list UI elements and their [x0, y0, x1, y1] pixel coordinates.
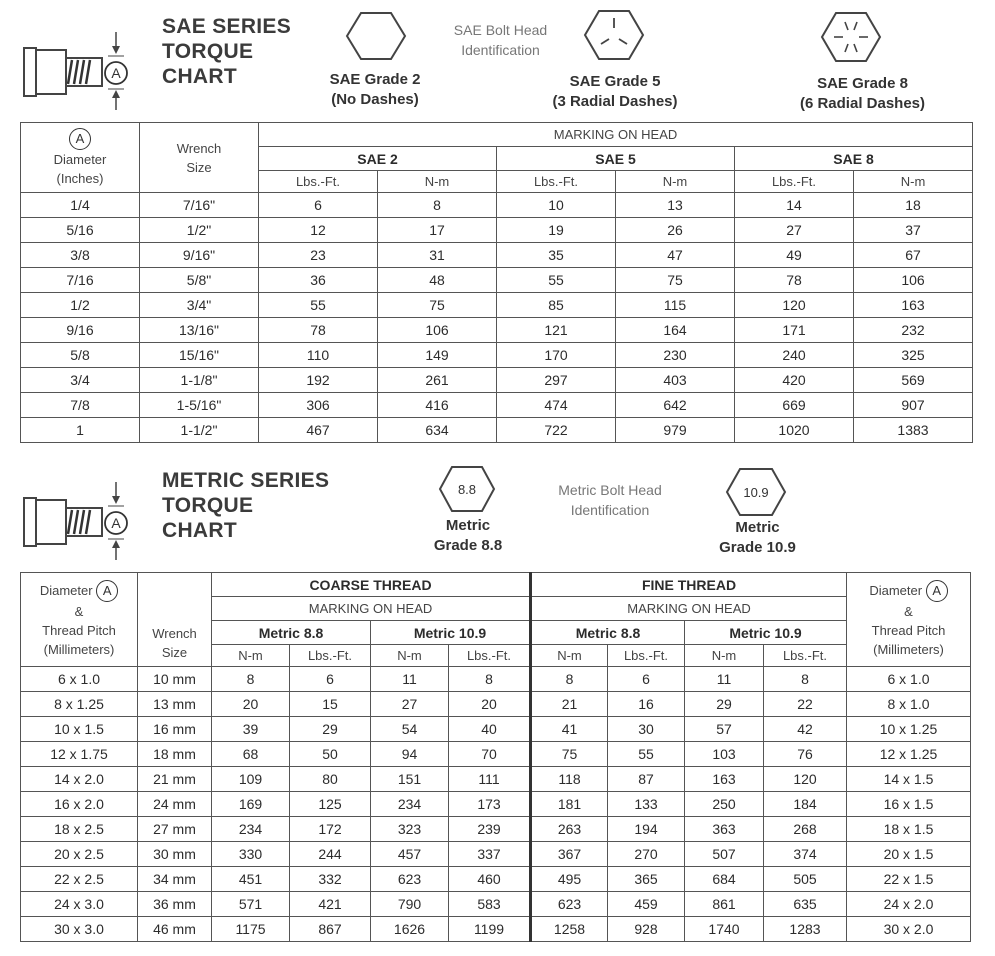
table-cell: 30 x 2.0 — [847, 917, 971, 942]
table-cell: 16 — [608, 692, 685, 717]
table-cell: 87 — [608, 767, 685, 792]
table-cell: 1626 — [371, 917, 449, 942]
table-cell: 8 — [764, 667, 847, 692]
coarse-thread-header: COARSE THREAD — [212, 573, 531, 597]
unit-header: Lbs.-Ft. — [497, 171, 616, 193]
table-cell: 6 — [290, 667, 371, 692]
table-cell: 14 — [735, 193, 854, 218]
table-row — [21, 817, 971, 842]
table-cell: 40 — [449, 717, 531, 742]
table-cell: 3/4 — [21, 368, 140, 393]
table-cell: 85 — [497, 293, 616, 318]
table-cell: 110 — [259, 343, 378, 368]
table-cell: 7/16" — [140, 193, 259, 218]
table-cell: 268 — [764, 817, 847, 842]
table-cell: 46 mm — [138, 917, 212, 942]
table-cell: 1-1/2" — [140, 418, 259, 443]
table-cell: 192 — [259, 368, 378, 393]
unit-header: N-m — [616, 171, 735, 193]
table-cell: 14 x 2.0 — [21, 767, 138, 792]
table-cell: 416 — [378, 393, 497, 418]
table-cell: 244 — [290, 842, 371, 867]
sae-grade-8-label: SAE Grade 8 (6 Radial Dashes) — [799, 75, 926, 112]
table-cell: 23 — [259, 243, 378, 268]
table-cell: 149 — [378, 343, 497, 368]
table-cell: 1-1/8" — [140, 368, 259, 393]
table-row — [21, 792, 971, 817]
diameter-pitch-header: Diameter A & Thread Pitch (Millimeters) — [847, 573, 971, 667]
table-cell: 420 — [735, 368, 854, 393]
grade-badge: 8.8 — [457, 482, 477, 497]
table-cell: 1/4 — [21, 193, 140, 218]
table-cell: 36 mm — [138, 892, 212, 917]
table-cell: 571 — [212, 892, 290, 917]
sae-torque-table — [20, 122, 973, 443]
table-cell: 907 — [854, 393, 973, 418]
table-cell: 10 — [497, 193, 616, 218]
table-cell: 8 x 1.25 — [21, 692, 138, 717]
table-cell: 20 x 1.5 — [847, 842, 971, 867]
table-cell: 47 — [616, 243, 735, 268]
table-cell: 120 — [735, 293, 854, 318]
table-cell: 37 — [854, 218, 973, 243]
metric-ident-label: Metric Bolt Head Identification — [558, 482, 662, 518]
metric-8-8-header: Metric 8.8 — [212, 621, 371, 645]
table-cell: 75 — [531, 742, 608, 767]
table-cell: 635 — [764, 892, 847, 917]
table-cell: 75 — [616, 268, 735, 293]
sae-ident-label: SAE Bolt Head Identification — [453, 22, 548, 58]
unit-header: N-m — [531, 645, 608, 667]
table-cell: 18 x 1.5 — [847, 817, 971, 842]
table-cell: 35 — [497, 243, 616, 268]
table-row — [21, 218, 973, 243]
unit-header: Lbs.-Ft. — [608, 645, 685, 667]
table-cell: 306 — [259, 393, 378, 418]
table-cell: 323 — [371, 817, 449, 842]
table-cell: 263 — [531, 817, 608, 842]
table-cell: 330 — [212, 842, 290, 867]
table-cell: 10 mm — [138, 667, 212, 692]
table-cell: 103 — [685, 742, 764, 767]
table-row — [21, 393, 973, 418]
table-cell: 121 — [497, 318, 616, 343]
table-cell: 1 — [21, 418, 140, 443]
table-cell: 24 x 2.0 — [847, 892, 971, 917]
table-cell: 21 — [531, 692, 608, 717]
table-cell: 29 — [685, 692, 764, 717]
table-cell: 623 — [371, 867, 449, 892]
table-cell: 30 x 3.0 — [21, 917, 138, 942]
table-cell: 867 — [290, 917, 371, 942]
table-cell: 54 — [371, 717, 449, 742]
table-cell: 6 — [259, 193, 378, 218]
table-cell: 170 — [497, 343, 616, 368]
table-row — [21, 243, 973, 268]
table-cell: 722 — [497, 418, 616, 443]
table-cell: 181 — [531, 792, 608, 817]
table-cell: 27 mm — [138, 817, 212, 842]
table-row — [21, 892, 971, 917]
table-cell: 109 — [212, 767, 290, 792]
table-cell: 297 — [497, 368, 616, 393]
table-cell: 22 — [764, 692, 847, 717]
table-cell: 459 — [608, 892, 685, 917]
table-cell: 31 — [378, 243, 497, 268]
table-cell: 15 — [290, 692, 371, 717]
table-cell: 76 — [764, 742, 847, 767]
table-cell: 230 — [616, 343, 735, 368]
table-cell: 8 — [449, 667, 531, 692]
table-cell: 5/8" — [140, 268, 259, 293]
table-cell: 979 — [616, 418, 735, 443]
table-cell: 80 — [290, 767, 371, 792]
table-cell: 505 — [764, 867, 847, 892]
metric-chart-title: METRIC SERIES TORQUE CHART — [162, 469, 330, 542]
table-cell: 325 — [854, 343, 973, 368]
unit-header: Lbs.-Ft. — [449, 645, 531, 667]
table-cell: 363 — [685, 817, 764, 842]
table-cell: 42 — [764, 717, 847, 742]
metric-8-8-header: Metric 8.8 — [531, 621, 685, 645]
table-cell: 634 — [378, 418, 497, 443]
table-cell: 12 x 1.75 — [21, 742, 138, 767]
table-cell: 21 mm — [138, 767, 212, 792]
unit-header: Lbs.-Ft. — [259, 171, 378, 193]
table-cell: 12 x 1.25 — [847, 742, 971, 767]
table-row — [21, 343, 973, 368]
table-cell: 133 — [608, 792, 685, 817]
hex-10-9-icon — [725, 466, 787, 518]
metric-grade-10-9-label: Metric Grade 10.9 — [719, 519, 796, 556]
unit-header: Lbs.-Ft. — [735, 171, 854, 193]
table-cell: 24 mm — [138, 792, 212, 817]
table-cell: 29 — [290, 717, 371, 742]
table-cell: 8 — [378, 193, 497, 218]
sae-grade-2-label: SAE Grade 2 (No Dashes) — [329, 71, 421, 108]
table-cell: 41 — [531, 717, 608, 742]
table-cell: 57 — [685, 717, 764, 742]
table-cell: 172 — [290, 817, 371, 842]
table-cell: 12 — [259, 218, 378, 243]
bolt-diagram-icon — [20, 28, 135, 113]
marking-on-head-header: MARKING ON HEAD — [259, 123, 973, 147]
table-cell: 184 — [764, 792, 847, 817]
table-cell: 1175 — [212, 917, 290, 942]
table-cell: 507 — [685, 842, 764, 867]
table-cell: 115 — [616, 293, 735, 318]
unit-header: N-m — [371, 645, 449, 667]
table-cell: 5/16 — [21, 218, 140, 243]
table-cell: 367 — [531, 842, 608, 867]
table-row — [21, 418, 973, 443]
table-row — [21, 717, 971, 742]
table-cell: 49 — [735, 243, 854, 268]
table-cell: 1283 — [764, 917, 847, 942]
metric-torque-table — [20, 572, 971, 942]
table-cell: 270 — [608, 842, 685, 867]
table-row — [21, 268, 973, 293]
table-cell: 24 x 3.0 — [21, 892, 138, 917]
table-cell: 234 — [371, 792, 449, 817]
table-cell: 365 — [608, 867, 685, 892]
table-row — [21, 917, 971, 942]
diameter-pitch-header: Diameter A & Thread Pitch (Millimeters) — [21, 573, 138, 667]
table-cell: 332 — [290, 867, 371, 892]
table-cell: 18 mm — [138, 742, 212, 767]
table-cell: 623 — [531, 892, 608, 917]
table-cell: 13/16" — [140, 318, 259, 343]
metric-10-9-header: Metric 10.9 — [685, 621, 847, 645]
table-cell: 1/2 — [21, 293, 140, 318]
table-cell: 17 — [378, 218, 497, 243]
table-cell: 39 — [212, 717, 290, 742]
table-row — [21, 193, 973, 218]
table-cell: 27 — [371, 692, 449, 717]
table-cell: 10 x 1.5 — [21, 717, 138, 742]
table-cell: 30 mm — [138, 842, 212, 867]
hex-8-8-icon — [438, 464, 496, 514]
table-cell: 13 mm — [138, 692, 212, 717]
sae-grade-5-label: SAE Grade 5 (3 Radial Dashes) — [552, 73, 678, 110]
table-row — [21, 842, 971, 867]
table-cell: 20 — [212, 692, 290, 717]
table-cell: 163 — [854, 293, 973, 318]
table-cell: 78 — [259, 318, 378, 343]
table-cell: 22 x 2.5 — [21, 867, 138, 892]
table-cell: 163 — [685, 767, 764, 792]
table-cell: 13 — [616, 193, 735, 218]
table-cell: 642 — [616, 393, 735, 418]
marking-on-head-header: MARKING ON HEAD — [531, 597, 847, 621]
table-cell: 30 — [608, 717, 685, 742]
table-cell: 50 — [290, 742, 371, 767]
table-cell: 173 — [449, 792, 531, 817]
table-cell: 15/16" — [140, 343, 259, 368]
table-cell: 34 mm — [138, 867, 212, 892]
table-row — [21, 318, 973, 343]
table-row — [21, 742, 971, 767]
bolt-diagram-letter: A — [111, 65, 121, 81]
sae-chart-title: SAE SERIES TORQUE CHART — [162, 15, 292, 88]
table-cell: 55 — [259, 293, 378, 318]
table-cell: 928 — [608, 917, 685, 942]
table-cell: 14 x 1.5 — [847, 767, 971, 792]
table-cell: 48 — [378, 268, 497, 293]
table-row — [21, 293, 973, 318]
table-cell: 8 — [212, 667, 290, 692]
table-cell: 9/16" — [140, 243, 259, 268]
table-cell: 18 — [854, 193, 973, 218]
table-cell: 106 — [854, 268, 973, 293]
table-row — [21, 667, 971, 692]
sae-8-header: SAE 8 — [735, 147, 973, 171]
table-cell: 118 — [531, 767, 608, 792]
table-cell: 457 — [371, 842, 449, 867]
table-cell: 111 — [449, 767, 531, 792]
table-cell: 460 — [449, 867, 531, 892]
grade-badge: 10.9 — [743, 485, 769, 500]
unit-header: N-m — [685, 645, 764, 667]
table-cell: 26 — [616, 218, 735, 243]
table-cell: 250 — [685, 792, 764, 817]
table-cell: 8 — [531, 667, 608, 692]
table-cell: 583 — [449, 892, 531, 917]
table-cell: 234 — [212, 817, 290, 842]
sae-2-header: SAE 2 — [259, 147, 497, 171]
table-cell: 1-5/16" — [140, 393, 259, 418]
table-cell: 36 — [259, 268, 378, 293]
table-cell: 684 — [685, 867, 764, 892]
table-cell: 194 — [608, 817, 685, 842]
table-cell: 5/8 — [21, 343, 140, 368]
metric-10-9-header: Metric 10.9 — [371, 621, 531, 645]
table-cell: 467 — [259, 418, 378, 443]
table-cell: 403 — [616, 368, 735, 393]
table-cell: 569 — [854, 368, 973, 393]
table-cell: 125 — [290, 792, 371, 817]
table-cell: 106 — [378, 318, 497, 343]
table-cell: 78 — [735, 268, 854, 293]
bolt-diagram-letter: A — [111, 515, 121, 531]
table-cell: 169 — [212, 792, 290, 817]
table-cell: 7/16 — [21, 268, 140, 293]
table-cell: 495 — [531, 867, 608, 892]
table-cell: 3/4" — [140, 293, 259, 318]
table-cell: 16 x 1.5 — [847, 792, 971, 817]
table-row — [21, 867, 971, 892]
table-cell: 261 — [378, 368, 497, 393]
table-cell: 6 — [608, 667, 685, 692]
table-cell: 374 — [764, 842, 847, 867]
table-cell: 18 x 2.5 — [21, 817, 138, 842]
table-cell: 9/16 — [21, 318, 140, 343]
table-cell: 19 — [497, 218, 616, 243]
unit-header: N-m — [854, 171, 973, 193]
table-cell: 7/8 — [21, 393, 140, 418]
table-cell: 27 — [735, 218, 854, 243]
sae-5-header: SAE 5 — [497, 147, 735, 171]
table-cell: 474 — [497, 393, 616, 418]
wrench-size-header: Wrench Size — [138, 573, 212, 667]
table-cell: 75 — [378, 293, 497, 318]
table-cell: 67 — [854, 243, 973, 268]
table-cell: 20 x 2.5 — [21, 842, 138, 867]
table-cell: 68 — [212, 742, 290, 767]
table-cell: 3/8 — [21, 243, 140, 268]
table-cell: 337 — [449, 842, 531, 867]
table-cell: 6 x 1.0 — [847, 667, 971, 692]
marking-on-head-header: MARKING ON HEAD — [212, 597, 531, 621]
table-cell: 790 — [371, 892, 449, 917]
table-cell: 240 — [735, 343, 854, 368]
hex-plain-icon — [345, 10, 407, 62]
hex-3-dash-icon — [583, 8, 645, 62]
table-cell: 16 mm — [138, 717, 212, 742]
table-cell: 8 x 1.0 — [847, 692, 971, 717]
table-cell: 1383 — [854, 418, 973, 443]
table-cell: 11 — [685, 667, 764, 692]
table-cell: 94 — [371, 742, 449, 767]
table-cell: 120 — [764, 767, 847, 792]
table-cell: 6 x 1.0 — [21, 667, 138, 692]
unit-header: Lbs.-Ft. — [290, 645, 371, 667]
table-cell: 1258 — [531, 917, 608, 942]
table-cell: 669 — [735, 393, 854, 418]
table-cell: 239 — [449, 817, 531, 842]
table-cell: 232 — [854, 318, 973, 343]
table-cell: 70 — [449, 742, 531, 767]
table-cell: 11 — [371, 667, 449, 692]
table-cell: 1/2" — [140, 218, 259, 243]
unit-header: N-m — [378, 171, 497, 193]
table-cell: 861 — [685, 892, 764, 917]
unit-header: Lbs.-Ft. — [764, 645, 847, 667]
table-row — [21, 692, 971, 717]
table-cell: 151 — [371, 767, 449, 792]
fine-thread-header: FINE THREAD — [531, 573, 847, 597]
table-cell: 55 — [608, 742, 685, 767]
metric-grade-8-8-label: Metric Grade 8.8 — [433, 517, 503, 554]
table-cell: 1740 — [685, 917, 764, 942]
diameter-inches-header: A Diameter (Inches) — [21, 123, 140, 193]
table-cell: 22 x 1.5 — [847, 867, 971, 892]
table-cell: 164 — [616, 318, 735, 343]
bolt-diagram-icon — [20, 478, 135, 563]
table-cell: 20 — [449, 692, 531, 717]
table-cell: 10 x 1.25 — [847, 717, 971, 742]
table-row — [21, 767, 971, 792]
table-cell: 1020 — [735, 418, 854, 443]
table-cell: 16 x 2.0 — [21, 792, 138, 817]
wrench-size-header: Wrench Size — [140, 123, 259, 193]
table-row — [21, 368, 973, 393]
table-cell: 1199 — [449, 917, 531, 942]
table-cell: 421 — [290, 892, 371, 917]
table-cell: 451 — [212, 867, 290, 892]
unit-header: N-m — [212, 645, 290, 667]
hex-6-dash-icon — [820, 10, 882, 64]
table-cell: 55 — [497, 268, 616, 293]
table-cell: 171 — [735, 318, 854, 343]
